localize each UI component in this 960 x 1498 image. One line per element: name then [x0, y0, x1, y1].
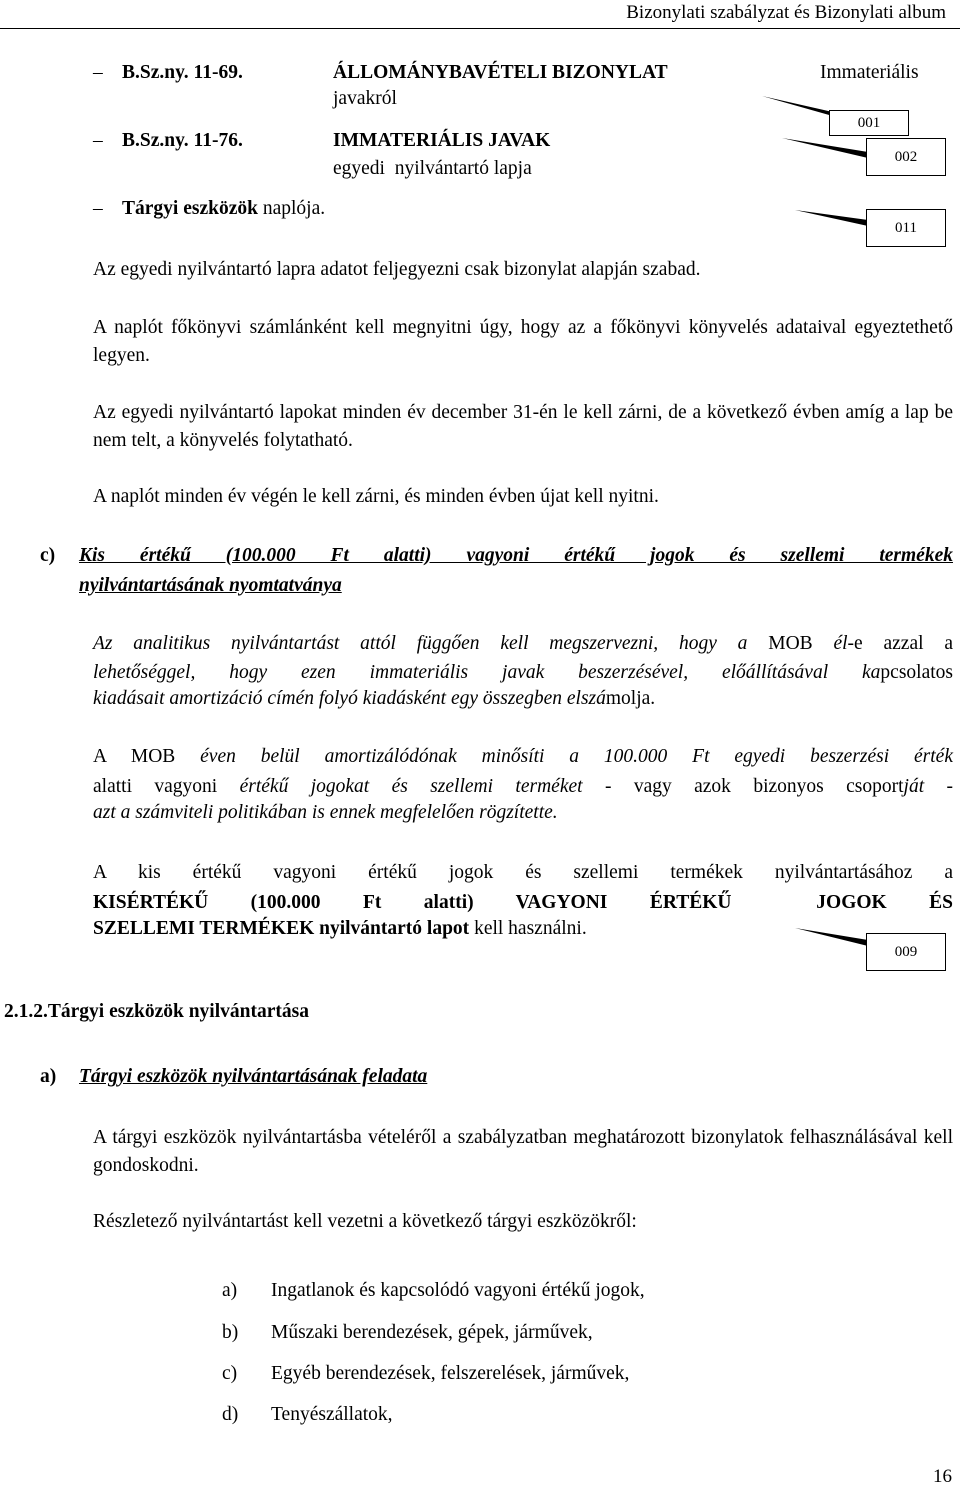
ref1-subtitle: javakról: [333, 88, 397, 109]
paragraph-6-line2: alatti vagyoni értékű jogokat és szellemi terméket - vagy azok bizonyos csoportját -: [93, 776, 953, 797]
paragraph-7-line2: KISÉRTÉKŰ (100.000 Ft alatti) VAGYONI ÉRTÉKŰ JOGOK ÉS: [93, 892, 953, 913]
page-number: 16: [933, 1466, 952, 1487]
paragraph-6-line1: A MOB éven belül amortizálódónak minősíti a 100.000 Ft egyedi beszerzési érték: [93, 746, 953, 767]
section-a-label: a): [40, 1066, 57, 1087]
list-item-a-letter: a): [222, 1280, 238, 1301]
ref2-code: B.Sz.ny. 11-76.: [122, 130, 243, 151]
ref3-dash: –: [93, 198, 103, 219]
section-212-heading: 2.1.2.Tárgyi eszközök nyilvántartása: [4, 1001, 309, 1022]
ref-box-011: 011: [866, 209, 946, 247]
paragraph-4: A naplót minden év végén le kell zárni, és minden évben újat kell nyitni.: [93, 486, 659, 507]
ref-box-001: 001: [829, 110, 909, 136]
paragraph-5-line1: Az analitikus nyilvántartást attól függően kell megszervezni, hogy a MOB él-e azzal a: [93, 633, 954, 654]
list-item-a-text: Ingatlanok és kapcsolódó vagyoni értékű jogok,: [271, 1280, 645, 1301]
ref1-dash: –: [93, 62, 103, 83]
paragraph-9: Részletező nyilvántartást kell vezetni a következő tárgyi eszközökről:: [93, 1211, 637, 1232]
paragraph-2: A naplót főkönyvi számlánként kell megnyitni úgy, hogy az a főkönyvi könyvelés adataival egyeztethető legyen.: [93, 317, 953, 366]
list-item-d-letter: d): [222, 1404, 239, 1425]
ref3-bold: Tárgyi eszközök: [122, 198, 258, 219]
list-item-c-text: Egyéb berendezések, felszerelések, járművek,: [271, 1363, 630, 1384]
ref-box-009: 009: [866, 933, 946, 971]
list-item-c-letter: c): [222, 1363, 238, 1384]
paragraph-5-line2: lehetőséggel, hogy ezen immateriális javak beszerzésével, előállításával kapcsolatos: [93, 662, 953, 683]
paragraph-8: A tárgyi eszközök nyilvántartásba vételéről a szabályzatban meghatározott bizonylatok felhasználásával kell gondoskodni.: [93, 1127, 953, 1176]
section-a-title: Tárgyi eszközök nyilvántartásának feladata: [79, 1066, 428, 1087]
list-item-d-text: Tenyészállatok,: [271, 1404, 393, 1425]
paragraph-5-line3: kiadásait amortizáció címén folyó kiadásként egy összegben elszámolja.: [93, 688, 656, 709]
ref2-dash: –: [93, 130, 103, 151]
paragraph-7-line1: A kis értékű vagyoni értékű jogok és szellemi termékek nyilvántartásához a: [93, 862, 953, 883]
header-title: Bizonylati szabályzat és Bizonylati album: [626, 2, 946, 23]
ref1-code: B.Sz.ny. 11-69.: [122, 62, 243, 83]
ref3-rest: naplója.: [257, 198, 326, 219]
paragraph-6-line3: azt a számviteli politikában is ennek megfelelően rögzítette.: [93, 802, 558, 823]
paragraph-1: Az egyedi nyilvántartó lapra adatot feljegyezni csak bizonylat alapján szabad.: [93, 259, 701, 280]
ref1-side-label: Immateriális: [820, 62, 919, 83]
ref1-title: ÁLLOMÁNYBAVÉTELI BIZONYLAT: [333, 62, 668, 83]
list-item-b-text: Műszaki berendezések, gépek, járművek,: [271, 1322, 593, 1343]
ref2-title: IMMATERIÁLIS JAVAK: [333, 130, 551, 151]
paragraph-3: Az egyedi nyilvántartó lapokat minden év december 31-én le kell zárni, de a következő évben amíg a lap be nem telt, a könyvelés folytatható.: [93, 402, 953, 451]
section-c-title-line1: Kis értékű (100.000 Ft alatti) vagyoni értékű jogok és szellemi termékek: [79, 545, 953, 566]
arrow-011: [795, 210, 868, 226]
arrow-009: [795, 928, 868, 946]
section-c-title-line2: nyilvántartásának nyomtatványa: [79, 575, 342, 596]
ref2-subtitle: egyedi nyilvántartó lapja: [333, 158, 532, 179]
list-item-b-letter: b): [222, 1322, 239, 1343]
ref-box-002: 002: [866, 138, 946, 176]
section-c-label: c): [40, 545, 56, 566]
paragraph-7-line3: SZELLEMI TERMÉKEK nyilvántartó lapot kell használni.: [93, 918, 587, 939]
arrow-002: [782, 138, 868, 158]
